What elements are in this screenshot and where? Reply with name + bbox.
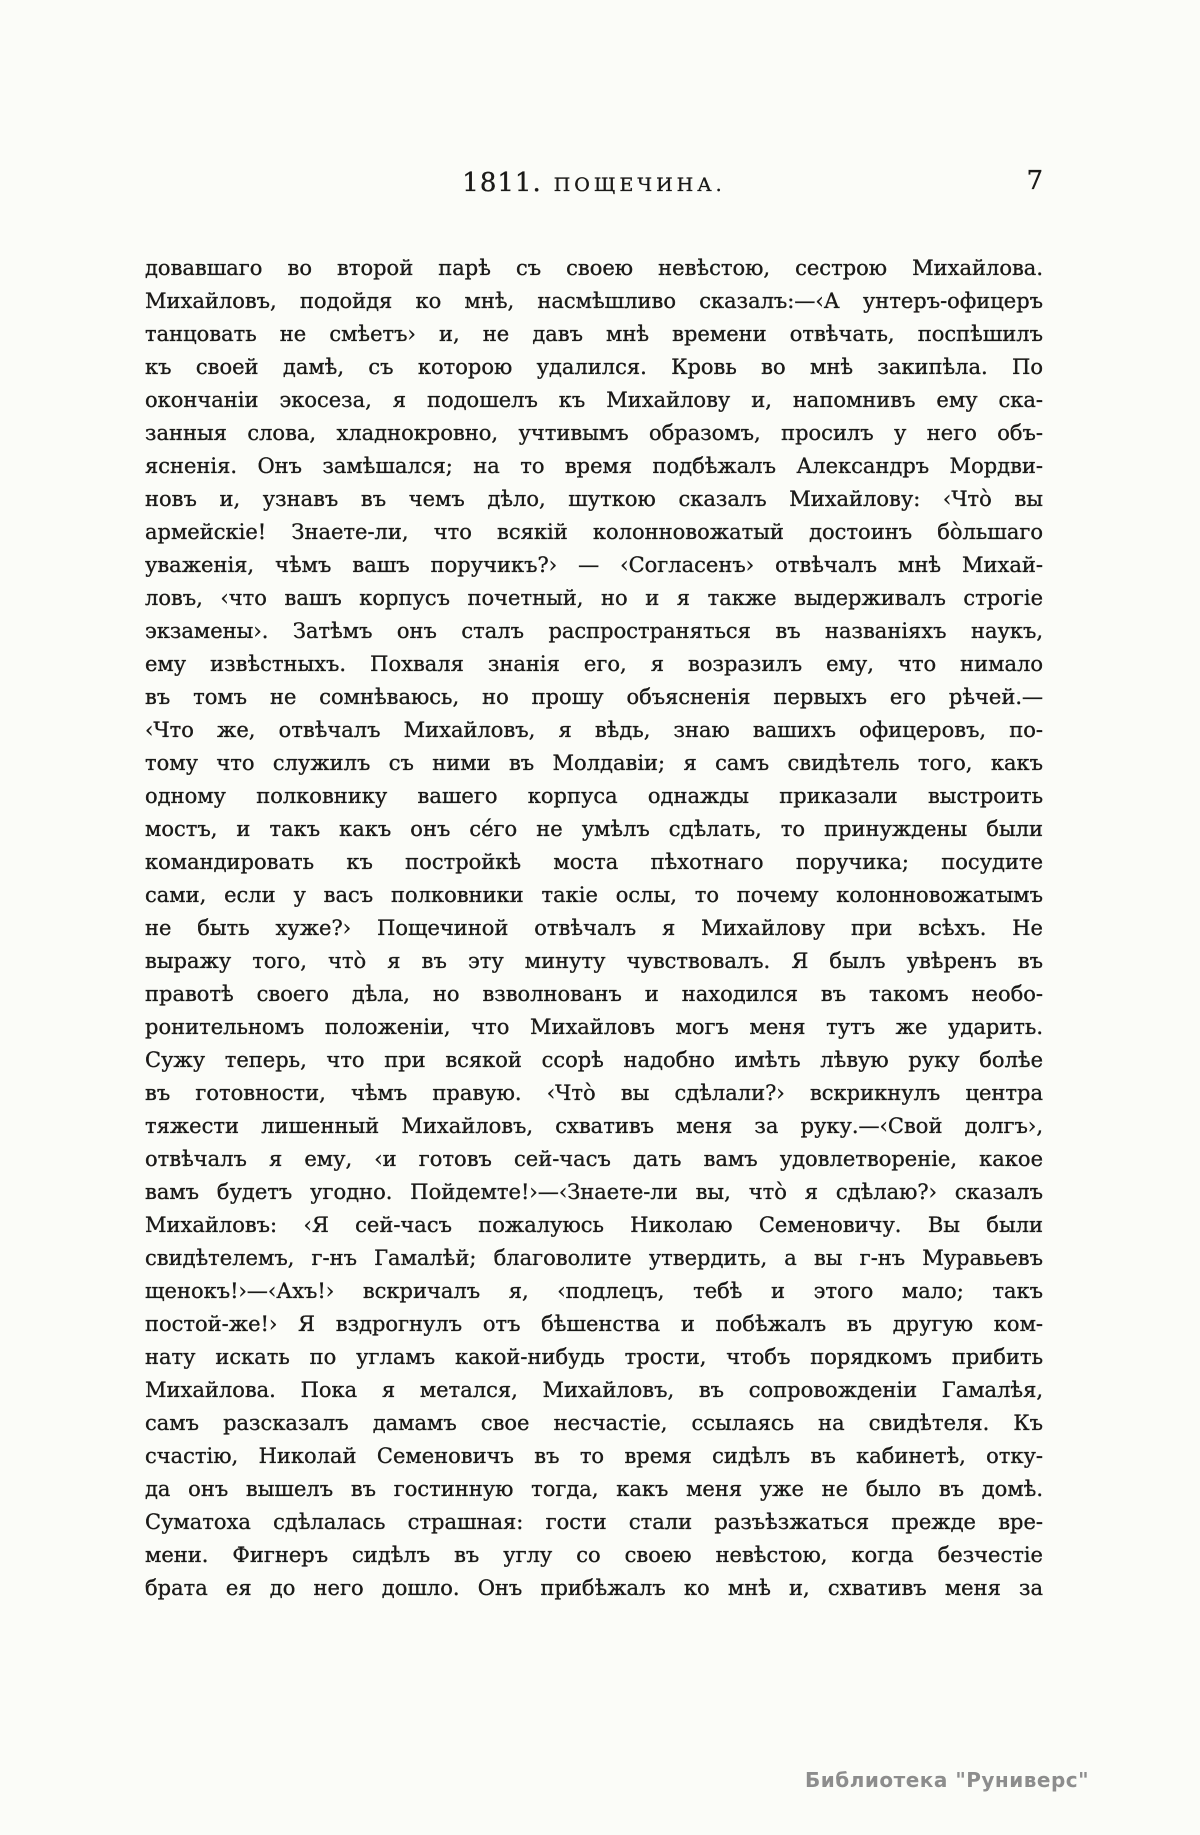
text-line: отвѣчалъ я ему, ‹и готовъ сей-часъ дать вамъ удовлетвореніе, какое	[145, 1147, 1043, 1171]
text-line: Михайловъ: ‹Я сей-часъ пожалуюсь Николаю Семеновичу. Вы были	[145, 1213, 1043, 1237]
text-line: къ своей дамѣ, съ которою удалился. Кровь во мнѣ закипѣла. По	[145, 355, 1043, 379]
text-line: Михайловъ, подойдя ко мнѣ, насмѣшливо сказалъ:—‹А унтеръ-офицеръ	[145, 289, 1043, 313]
text-line: тяжести лишенный Михайловъ, схвативъ меня за руку.—‹Свой долгъ›,	[145, 1114, 1043, 1138]
text-line: вамъ будетъ угодно. Пойдемте!›—‹Знаете-ли вы, что̀ я сдѣлаю?› сказалъ	[145, 1180, 1043, 1204]
text-line: экзамены›. Затѣмъ онъ сталъ распространяться въ названіяхъ наукъ,	[145, 619, 1043, 643]
text-line: мостъ, и такъ какъ онъ се́го не умѣлъ сдѣлать, то принуждены были	[145, 817, 1043, 841]
text-line: Суматоха сдѣлалась страшная: гости стали разъѣзжаться прежде вре-	[145, 1510, 1043, 1534]
text-line: ронительномъ положеніи, что Михайловъ могъ меня тутъ же ударить.	[145, 1015, 1043, 1039]
text-line: мени. Фигнеръ сидѣлъ въ углу со своею невѣстою, когда безчестіе	[145, 1543, 1043, 1567]
body-text	[145, 252, 1043, 1605]
text-line: ловъ, ‹что вашъ корпусъ почетный, но и я также выдерживалъ строгіе	[145, 586, 1043, 610]
text-line: въ томъ не сомнѣваюсь, но прошу объясненія первыхъ его рѣчей.—	[145, 685, 1043, 709]
text-line: армейскіе! Знаете-ли, что всякій колонновожатый достоинъ бо̀льшаго	[145, 520, 1043, 544]
text-line: окончаніи экосеза, я подошелъ къ Михайлову и, напомнивъ ему ска-	[145, 388, 1043, 412]
text-line: постой-же!› Я вздрогнулъ отъ бѣшенства и побѣжалъ въ другую ком-	[145, 1312, 1043, 1336]
text-line: Михайлова. Пока я метался, Михайловъ, въ сопровожденіи Гамалѣя,	[145, 1378, 1043, 1402]
text-line: въ готовности, чѣмъ правую. ‹Что̀ вы сдѣлали?› вскрикнулъ центра	[145, 1081, 1043, 1105]
text-line: выражу того, что̀ я въ эту минуту чувствовалъ. Я былъ увѣренъ въ	[145, 949, 1043, 973]
text-line: щенокъ!›—‹Ахъ!› вскричалъ я, ‹подлецъ, тебѣ и этого мало; такъ	[145, 1279, 1043, 1303]
running-head-title	[145, 168, 1043, 198]
text-line: новъ и, узнавъ въ чемъ дѣло, шуткою сказалъ Михайлову: ‹Что̀ вы	[145, 487, 1043, 511]
text-line: ясненія. Онъ замѣшался; на то время подбѣжалъ Александръ Мордви-	[145, 454, 1043, 478]
header-year: 1811.	[462, 168, 542, 198]
text-line: сами, если у васъ полковники такіе ослы, то почему колонновожатымъ	[145, 883, 1043, 907]
text-line: танцовать не смѣетъ› и, не давъ мнѣ времени отвѣчать, поспѣшилъ	[145, 322, 1043, 346]
text-line: самъ разсказалъ дамамъ свое несчастіе, ссылаясь на свидѣтеля. Къ	[145, 1411, 1043, 1435]
text-line: уваженія, чѣмъ вашъ поручикъ?› — ‹Согласенъ› отвѣчалъ мнѣ Михай-	[145, 553, 1043, 577]
library-watermark: Библиотека "Руниверс"	[805, 1768, 1090, 1792]
text-line: довавшаго во второй парѣ съ своею невѣстою, сестрою Михайлова.	[145, 256, 1043, 280]
text-line: командировать къ постройкѣ моста пѣхотнаго поручика; посудите	[145, 850, 1043, 874]
text-line: занныя слова, хладнокровно, учтивымъ образомъ, просилъ у него объ-	[145, 421, 1043, 445]
text-line: тому что служилъ съ ними въ Молдавіи; я самъ свидѣтель того, какъ	[145, 751, 1043, 775]
text-line: не быть хуже?› Пощечиной отвѣчалъ я Михайлову при всѣхъ. Не	[145, 916, 1043, 940]
text-line: счастію, Николай Семеновичъ въ то время сидѣлъ въ кабинетѣ, отку-	[145, 1444, 1043, 1468]
running-head	[145, 168, 1043, 204]
header-chapter-title: ПОЩЕЧИНА.	[553, 174, 726, 196]
text-line: брата ея до него дошло. Онъ прибѣжалъ ко мнѣ и, схвативъ меня за	[145, 1576, 1043, 1600]
text-line: ‹Что же, отвѣчалъ Михайловъ, я вѣдь, знаю вашихъ офицеровъ, по-	[145, 718, 1043, 742]
text-line: Сужу теперь, что при всякой ссорѣ надобно имѣть лѣвую руку болѣе	[145, 1048, 1043, 1072]
text-line: одному полковнику вашего корпуса однажды приказали выстроить	[145, 784, 1043, 808]
text-line: свидѣтелемъ, г-нъ Гамалѣй; благоволите утвердить, а вы г-нъ Муравьевъ	[145, 1246, 1043, 1270]
text-line: нату искать по угламъ какой-нибудь трости, чтобъ порядкомъ прибить	[145, 1345, 1043, 1369]
text-line: да онъ вышелъ въ гостинную тогда, какъ меня уже не было въ домѣ.	[145, 1477, 1043, 1501]
page-number: 7	[1026, 166, 1043, 196]
text-line: правотѣ своего дѣла, но взволнованъ и находился въ такомъ необо-	[145, 982, 1043, 1006]
text-line: ему извѣстныхъ. Похваля знанія его, я возразилъ ему, что нимало	[145, 652, 1043, 676]
